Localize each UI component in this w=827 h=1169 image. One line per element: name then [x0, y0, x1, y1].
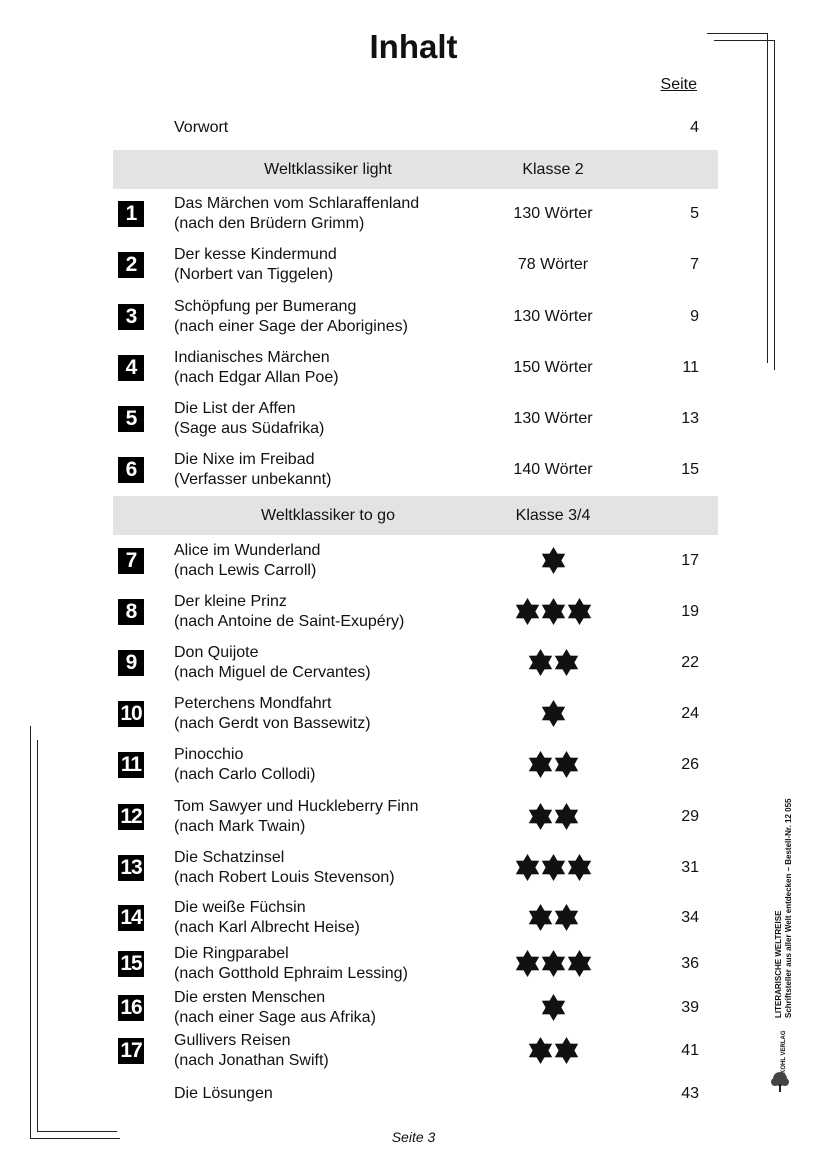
chapter-author: (Sage aus Südafrika) — [174, 420, 325, 437]
star-icon — [553, 803, 580, 830]
frame-line — [774, 40, 775, 370]
section-label: Weltklassiker light — [264, 161, 392, 178]
difficulty-stars — [453, 598, 653, 625]
page-number: 29 — [681, 808, 699, 825]
chapter-number-badge: 12 — [118, 804, 144, 830]
difficulty-stars — [453, 904, 653, 931]
chapter-number-badge: 11 — [118, 752, 144, 778]
page-number: 24 — [681, 705, 699, 722]
star-icon — [566, 598, 593, 625]
section-header-light — [113, 150, 718, 189]
frame-line — [30, 1138, 120, 1139]
chapter-author: (nach Karl Albrecht Heise) — [174, 919, 360, 936]
star-icon — [540, 994, 567, 1021]
chapter-author: (nach Gotthold Ephraim Lessing) — [174, 965, 408, 982]
vorwort-page: 4 — [690, 119, 699, 136]
chapter-author: (Verfasser unbekannt) — [174, 471, 332, 488]
word-count: 130 Wörter — [513, 308, 593, 325]
chapter-author: (nach Antoine de Saint-Exupéry) — [174, 613, 405, 630]
section-header-to-go — [113, 496, 718, 535]
chapter-title: Die Schatzinsel — [174, 849, 285, 866]
page-number: 36 — [681, 955, 699, 972]
word-count: 130 Wörter — [513, 205, 593, 222]
star-icon — [514, 950, 541, 977]
star-icon — [553, 904, 580, 931]
difficulty-stars — [453, 547, 653, 574]
section-label: Weltklassiker to go — [261, 507, 395, 524]
star-icon — [566, 950, 593, 977]
star-icon — [527, 803, 554, 830]
page-footer: Seite 3 — [391, 1129, 436, 1145]
chapter-title: Das Märchen vom Schlaraffenland — [174, 195, 420, 212]
frame-line — [714, 40, 774, 41]
chapter-author: (nach Gerdt von Bassewitz) — [174, 715, 371, 732]
publisher-logo — [768, 1030, 794, 1094]
chapter-title: Die weiße Füchsin — [174, 899, 306, 916]
star-icon — [540, 547, 567, 574]
difficulty-stars — [453, 803, 653, 830]
chapter-title: Der kesse Kindermund — [174, 246, 337, 263]
star-icon — [566, 854, 593, 881]
page-number: 9 — [690, 308, 699, 325]
star-icon — [527, 649, 554, 676]
word-count: 78 Wörter — [517, 256, 589, 273]
page-number: 39 — [681, 999, 699, 1016]
chapter-title: Die ersten Menschen — [174, 989, 326, 1006]
page-number: 22 — [681, 654, 699, 671]
word-count: 140 Wörter — [513, 461, 593, 478]
chapter-title: Gullivers Reisen — [174, 1032, 291, 1049]
star-icon — [527, 904, 554, 931]
page-number: 31 — [681, 859, 699, 876]
frame-line — [37, 740, 38, 1132]
star-icon — [553, 649, 580, 676]
chapter-author: (nach Mark Twain) — [174, 818, 306, 835]
difficulty-stars — [453, 751, 653, 778]
chapter-number-badge: 8 — [118, 599, 144, 625]
chapter-author: (nach Lewis Carroll) — [174, 562, 317, 579]
page-number: 15 — [681, 461, 699, 478]
chapter-title: Schöpfung per Bumerang — [174, 298, 357, 315]
page-title: Inhalt — [369, 28, 458, 65]
loesungen-label: Die Lösungen — [174, 1085, 273, 1102]
star-icon — [527, 1037, 554, 1064]
difficulty-stars — [453, 950, 653, 977]
difficulty-stars — [453, 649, 653, 676]
chapter-number-badge: 1 — [118, 201, 144, 227]
chapter-number-badge: 3 — [118, 304, 144, 330]
chapter-number-badge: 15 — [118, 951, 144, 977]
chapter-title: Don Quijote — [174, 644, 259, 661]
chapter-number-badge: 4 — [118, 355, 144, 381]
chapter-author: (nach Miguel de Cervantes) — [174, 664, 371, 681]
chapter-author: (nach Jonathan Swift) — [174, 1052, 329, 1069]
star-icon — [540, 700, 567, 727]
chapter-number-badge: 2 — [118, 252, 144, 278]
section-klasse: Klasse 2 — [522, 161, 584, 178]
word-count: 130 Wörter — [513, 410, 593, 427]
chapter-author: (Norbert van Tiggelen) — [174, 266, 334, 283]
chapter-number-badge: 13 — [118, 855, 144, 881]
chapter-author: (nach einer Sage aus Afrika) — [174, 1009, 376, 1026]
page-number: 5 — [690, 205, 699, 222]
chapter-title: Die Nixe im Freibad — [174, 451, 315, 468]
chapter-number-badge: 16 — [118, 995, 144, 1021]
chapter-author: (nach Carlo Collodi) — [174, 766, 316, 783]
vorwort-label: Vorwort — [174, 119, 229, 136]
star-icon — [553, 1037, 580, 1064]
chapter-number-badge: 9 — [118, 650, 144, 676]
chapter-number-badge: 14 — [118, 905, 144, 931]
difficulty-stars — [453, 700, 653, 727]
star-icon — [540, 598, 567, 625]
chapter-author: (nach den Brüdern Grimm) — [174, 215, 365, 232]
page-number: 17 — [681, 552, 699, 569]
page-column-header: Seite — [660, 76, 697, 93]
star-icon — [540, 950, 567, 977]
chapter-title: Peterchens Mondfahrt — [174, 695, 332, 712]
difficulty-stars — [453, 994, 653, 1021]
star-icon — [540, 854, 567, 881]
chapter-title: Pinocchio — [174, 746, 244, 763]
difficulty-stars — [453, 1037, 653, 1064]
chapter-number-badge: 17 — [118, 1038, 144, 1064]
page-number: 7 — [690, 256, 699, 273]
frame-line — [30, 726, 31, 1138]
chapter-author: (nach einer Sage der Aborigines) — [174, 318, 408, 335]
page-number: 34 — [681, 909, 699, 926]
chapter-author: (nach Robert Louis Stevenson) — [174, 869, 395, 886]
spine-title: LITERARISCHE WELTREISE — [774, 910, 783, 1018]
frame-line — [707, 33, 767, 34]
page-number: 19 — [681, 603, 699, 620]
loesungen-page: 43 — [681, 1085, 699, 1102]
star-icon — [553, 751, 580, 778]
section-klasse: Klasse 3/4 — [515, 507, 591, 524]
spine-subtitle: Schriftsteller aus aller Welt entdecken – Bestell-Nr. 12 055 — [784, 798, 793, 1018]
chapter-number-badge: 7 — [118, 548, 144, 574]
page-number: 41 — [681, 1042, 699, 1059]
page-number: 13 — [681, 410, 699, 427]
tree-logo-icon — [768, 1070, 792, 1094]
chapter-title: Der kleine Prinz — [174, 593, 287, 610]
frame-line — [767, 33, 768, 363]
chapter-number-badge: 6 — [118, 457, 144, 483]
publisher-name: KOHL VERLAG — [781, 1030, 787, 1074]
chapter-title: Indianisches Märchen — [174, 349, 330, 366]
chapter-title: Die Ringparabel — [174, 945, 289, 962]
page-number: 11 — [682, 359, 699, 376]
chapter-number-badge: 5 — [118, 406, 144, 432]
chapter-title: Alice im Wunderland — [174, 542, 321, 559]
star-icon — [527, 751, 554, 778]
chapter-title: Die List der Affen — [174, 400, 296, 417]
difficulty-stars — [453, 854, 653, 881]
chapter-title: Tom Sawyer und Huckleberry Finn — [174, 798, 419, 815]
star-icon — [514, 854, 541, 881]
chapter-number-badge: 10 — [118, 701, 144, 727]
frame-line — [37, 1131, 117, 1132]
page-number: 26 — [681, 756, 699, 773]
star-icon — [514, 598, 541, 625]
spine-imprint — [774, 728, 804, 1018]
word-count: 150 Wörter — [513, 359, 593, 376]
chapter-author: (nach Edgar Allan Poe) — [174, 369, 339, 386]
